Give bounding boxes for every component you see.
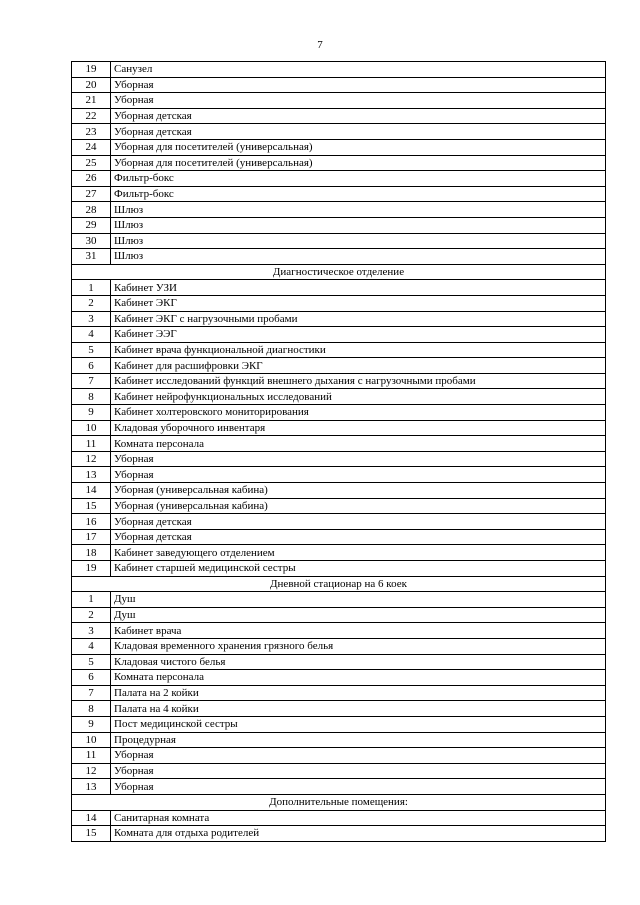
room-name: Уборная детская — [111, 108, 606, 124]
row-number: 4 — [72, 327, 111, 343]
room-name: Санитарная комната — [111, 810, 606, 826]
table-row — [72, 483, 606, 499]
table-row — [72, 171, 606, 187]
table-row — [72, 779, 606, 795]
room-name: Кабинет исследований функций внешнего дыхания с нагрузочными пробами — [111, 373, 606, 389]
room-name: Кабинет врача функциональной диагностики — [111, 342, 606, 358]
row-number: 7 — [72, 685, 111, 701]
room-name: Уборная детская — [111, 529, 606, 545]
table-row — [72, 826, 606, 842]
row-number: 23 — [72, 124, 111, 140]
table-row — [72, 186, 606, 202]
row-number: 25 — [72, 155, 111, 171]
row-number: 5 — [72, 654, 111, 670]
table-row — [72, 670, 606, 686]
table-row — [72, 202, 606, 218]
table-row — [72, 607, 606, 623]
room-name: Кабинет заведующего отделением — [111, 545, 606, 561]
rooms-table — [71, 61, 606, 842]
row-number: 11 — [72, 748, 111, 764]
row-number: 16 — [72, 514, 111, 530]
table-row — [72, 623, 606, 639]
room-name: Комната персонала — [111, 670, 606, 686]
row-number: 9 — [72, 716, 111, 732]
table-row — [72, 405, 606, 421]
row-number: 11 — [72, 436, 111, 452]
row-number: 14 — [72, 810, 111, 826]
table-row — [72, 311, 606, 327]
room-name: Уборная (универсальная кабина) — [111, 483, 606, 499]
table-row — [72, 763, 606, 779]
room-name: Процедурная — [111, 732, 606, 748]
room-name: Уборная детская — [111, 124, 606, 140]
row-number: 20 — [72, 77, 111, 93]
table-row — [72, 748, 606, 764]
row-number: 26 — [72, 171, 111, 187]
section-heading-row — [72, 576, 606, 592]
room-name: Уборная — [111, 748, 606, 764]
room-name: Комната для отдыха родителей — [111, 826, 606, 842]
section-heading: Дневной стационар на 6 коек — [72, 576, 606, 592]
room-name: Душ — [111, 592, 606, 608]
room-name: Пост медицинской сестры — [111, 716, 606, 732]
row-number: 29 — [72, 217, 111, 233]
table-row — [72, 295, 606, 311]
row-number: 14 — [72, 483, 111, 499]
table-row — [72, 561, 606, 577]
room-name: Шлюз — [111, 249, 606, 265]
table-row — [72, 373, 606, 389]
table-row — [72, 139, 606, 155]
row-number: 2 — [72, 295, 111, 311]
table-row — [72, 217, 606, 233]
table-row — [72, 529, 606, 545]
row-number: 8 — [72, 389, 111, 405]
room-name: Санузел — [111, 62, 606, 78]
row-number: 21 — [72, 93, 111, 109]
table-row — [72, 77, 606, 93]
row-number: 2 — [72, 607, 111, 623]
room-name: Кабинет УЗИ — [111, 280, 606, 296]
room-name: Уборная — [111, 779, 606, 795]
row-number: 6 — [72, 358, 111, 374]
table-row — [72, 545, 606, 561]
table-row — [72, 498, 606, 514]
table-row — [72, 155, 606, 171]
row-number: 19 — [72, 561, 111, 577]
table-row — [72, 436, 606, 452]
row-number: 10 — [72, 420, 111, 436]
table-row — [72, 342, 606, 358]
row-number: 8 — [72, 701, 111, 717]
table-row — [72, 327, 606, 343]
row-number: 27 — [72, 186, 111, 202]
row-number: 1 — [72, 280, 111, 296]
room-name: Кладовая временного хранения грязного белья — [111, 638, 606, 654]
room-name: Уборная детская — [111, 514, 606, 530]
room-name: Шлюз — [111, 217, 606, 233]
row-number: 9 — [72, 405, 111, 421]
room-name: Кабинет для расшифровки ЭКГ — [111, 358, 606, 374]
rooms-table-body — [72, 62, 606, 842]
row-number: 24 — [72, 139, 111, 155]
section-heading-row — [72, 794, 606, 810]
table-row — [72, 716, 606, 732]
table-row — [72, 233, 606, 249]
room-name: Уборная — [111, 93, 606, 109]
row-number: 22 — [72, 108, 111, 124]
table-row — [72, 654, 606, 670]
room-name: Кабинет врача — [111, 623, 606, 639]
table-row — [72, 358, 606, 374]
row-number: 31 — [72, 249, 111, 265]
section-heading-row — [72, 264, 606, 280]
row-number: 4 — [72, 638, 111, 654]
row-number: 17 — [72, 529, 111, 545]
row-number: 10 — [72, 732, 111, 748]
room-name: Шлюз — [111, 202, 606, 218]
table-row — [72, 638, 606, 654]
row-number: 30 — [72, 233, 111, 249]
table-row — [72, 62, 606, 78]
row-number: 7 — [72, 373, 111, 389]
room-name: Кабинет ЭКГ с нагрузочными пробами — [111, 311, 606, 327]
table-row — [72, 280, 606, 296]
row-number: 13 — [72, 467, 111, 483]
table-row — [72, 592, 606, 608]
table-row — [72, 389, 606, 405]
room-name: Кабинет нейрофункциональных исследований — [111, 389, 606, 405]
row-number: 1 — [72, 592, 111, 608]
table-row — [72, 701, 606, 717]
row-number: 13 — [72, 779, 111, 795]
room-name: Палата на 4 койки — [111, 701, 606, 717]
room-name: Уборная — [111, 451, 606, 467]
row-number: 18 — [72, 545, 111, 561]
row-number: 5 — [72, 342, 111, 358]
room-name: Кабинет ЭКГ — [111, 295, 606, 311]
room-name: Фильтр-бокс — [111, 171, 606, 187]
table-row — [72, 420, 606, 436]
row-number: 12 — [72, 763, 111, 779]
room-name: Фильтр-бокс — [111, 186, 606, 202]
table-row — [72, 514, 606, 530]
table-row — [72, 451, 606, 467]
row-number: 3 — [72, 623, 111, 639]
room-name: Уборная — [111, 77, 606, 93]
table-row — [72, 108, 606, 124]
section-heading: Дополнительные помещения: — [72, 794, 606, 810]
row-number: 3 — [72, 311, 111, 327]
row-number: 12 — [72, 451, 111, 467]
room-name: Уборная (универсальная кабина) — [111, 498, 606, 514]
room-name: Уборная для посетителей (универсальная) — [111, 155, 606, 171]
row-number: 19 — [72, 62, 111, 78]
room-name: Комната персонала — [111, 436, 606, 452]
row-number: 15 — [72, 826, 111, 842]
room-name: Кабинет ЭЭГ — [111, 327, 606, 343]
room-name: Кладовая уборочного инвентаря — [111, 420, 606, 436]
room-name: Шлюз — [111, 233, 606, 249]
room-name: Душ — [111, 607, 606, 623]
row-number: 28 — [72, 202, 111, 218]
room-name: Кладовая чистого белья — [111, 654, 606, 670]
room-name: Кабинет старшей медицинской сестры — [111, 561, 606, 577]
table-row — [72, 810, 606, 826]
page-number: 7 — [317, 39, 323, 51]
table-row — [72, 467, 606, 483]
row-number: 15 — [72, 498, 111, 514]
room-name: Уборная — [111, 467, 606, 483]
section-heading: Диагностическое отделение — [72, 264, 606, 280]
table-row — [72, 732, 606, 748]
row-number: 6 — [72, 670, 111, 686]
table-row — [72, 249, 606, 265]
room-name: Кабинет холтеровского мониторирования — [111, 405, 606, 421]
table-row — [72, 93, 606, 109]
room-name: Уборная — [111, 763, 606, 779]
room-name: Палата на 2 койки — [111, 685, 606, 701]
table-row — [72, 124, 606, 140]
room-name: Уборная для посетителей (универсальная) — [111, 139, 606, 155]
table-row — [72, 685, 606, 701]
